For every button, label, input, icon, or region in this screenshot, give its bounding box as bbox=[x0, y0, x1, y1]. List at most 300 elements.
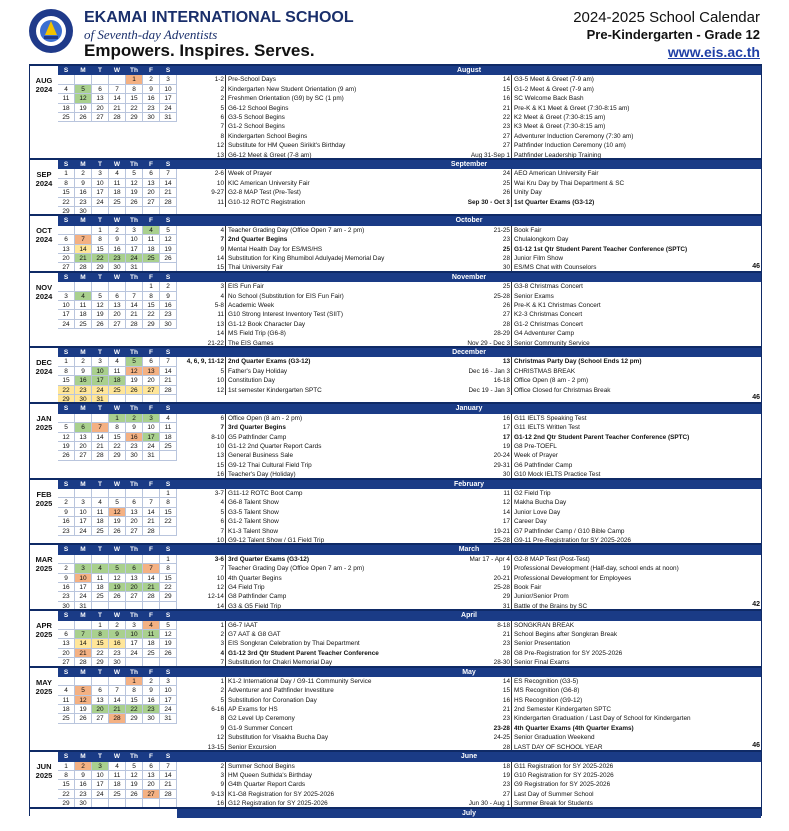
weekday-header bbox=[58, 404, 177, 413]
empty-day-cell bbox=[58, 75, 75, 84]
day-cell: 1 bbox=[92, 226, 109, 235]
day-cell: 17 bbox=[160, 94, 177, 103]
event-date-right: 25 bbox=[448, 282, 512, 291]
event-date-right: Dec 19 - Jan 3 bbox=[448, 386, 512, 395]
day-cell: 26 bbox=[160, 649, 177, 658]
event-date-right: 24 bbox=[448, 169, 512, 178]
event-date-right: 29 bbox=[448, 592, 512, 601]
event-row bbox=[177, 141, 761, 150]
day-cell: 17 bbox=[126, 245, 143, 254]
day-cell: 30 bbox=[160, 320, 177, 329]
event-row bbox=[177, 357, 761, 366]
day-cell: 21 bbox=[75, 649, 92, 658]
event-text-right: G8 Pre-Registration for SY 2025-2026 bbox=[514, 649, 623, 657]
event-date-right: 29-31 bbox=[448, 461, 512, 470]
event-text-left: 3rd Quarter Begins bbox=[228, 424, 286, 432]
event-date-left: 21-22 bbox=[177, 339, 226, 348]
event-date-right: Sep 30 - Oct 3 bbox=[448, 198, 512, 207]
weekday-label: S bbox=[160, 160, 177, 169]
weekday-label: W bbox=[109, 348, 126, 357]
day-cell: 6 bbox=[58, 630, 75, 639]
week-row bbox=[58, 282, 177, 291]
events-panel bbox=[177, 273, 761, 348]
day-cell: 3 bbox=[160, 75, 177, 84]
mini-calendar bbox=[58, 216, 177, 272]
day-cell: 27 bbox=[143, 386, 160, 395]
day-cell: 30 bbox=[143, 113, 160, 122]
event-date-left: 15 bbox=[177, 263, 226, 272]
day-cell: 19 bbox=[75, 705, 92, 714]
week-row bbox=[58, 517, 177, 526]
weekday-label: T bbox=[92, 160, 109, 169]
day-cell: 15 bbox=[160, 508, 177, 517]
day-cell: 27 bbox=[143, 790, 160, 799]
event-text-left: No School (Substitution for EIS Fun Fair) bbox=[228, 292, 344, 300]
month-abbr: JAN bbox=[36, 414, 52, 424]
event-date-right: 30 bbox=[448, 263, 512, 272]
event-date-left: 6-16 bbox=[177, 705, 226, 714]
day-cell: 14 bbox=[126, 301, 143, 310]
empty-day-cell bbox=[58, 282, 75, 291]
event-text-right: Pathfinder Induction Ceremony (10 am) bbox=[514, 142, 626, 150]
weekday-label: M bbox=[75, 348, 92, 357]
event-text-right: G1-2 Christmas Concert bbox=[514, 320, 583, 328]
day-cell: 7 bbox=[160, 169, 177, 178]
day-cell: 4 bbox=[75, 292, 92, 301]
empty-day-cell bbox=[58, 677, 75, 686]
weekday-label: M bbox=[75, 404, 92, 413]
weekday-label: Th bbox=[126, 216, 143, 225]
month-year: 2024 bbox=[35, 179, 53, 188]
event-row bbox=[177, 517, 761, 526]
event-date-right: 19-21 bbox=[448, 527, 512, 536]
event-date-left: 6 bbox=[177, 517, 226, 526]
day-cell: 12 bbox=[109, 508, 126, 517]
weekday-label: W bbox=[109, 216, 126, 225]
weekday-header bbox=[58, 66, 177, 75]
event-date-left: 4 bbox=[177, 226, 226, 235]
month-block-april bbox=[29, 609, 762, 665]
event-row bbox=[177, 489, 761, 498]
event-text-right: Summer Break for Students bbox=[514, 800, 593, 808]
day-cell: 19 bbox=[109, 517, 126, 526]
event-date-left: 1 bbox=[177, 621, 226, 630]
event-text-right: G4 Adventurer Camp bbox=[514, 330, 575, 338]
event-text-right: G11 IELTS Speaking Test bbox=[514, 414, 587, 422]
day-cell: 26 bbox=[92, 320, 109, 329]
month-block-october bbox=[29, 214, 762, 270]
month-name: June bbox=[460, 753, 478, 761]
day-cell: 26 bbox=[75, 714, 92, 723]
event-row bbox=[177, 75, 761, 84]
month-label bbox=[30, 273, 58, 301]
day-cell: 15 bbox=[109, 433, 126, 442]
event-row bbox=[177, 104, 761, 113]
event-date-left: 2 bbox=[177, 85, 226, 94]
day-cell: 25 bbox=[58, 714, 75, 723]
month-abbr: AUG bbox=[35, 76, 53, 85]
calendar bbox=[29, 64, 762, 816]
day-cell: 15 bbox=[126, 94, 143, 103]
day-cell: 31 bbox=[92, 395, 109, 404]
event-text-left: Substitution for Coronation Day bbox=[228, 696, 317, 704]
day-cell: 7 bbox=[75, 235, 92, 244]
day-cell: 26 bbox=[160, 254, 177, 263]
week-row bbox=[58, 564, 177, 573]
empty-day-cell bbox=[92, 414, 109, 423]
weekday-label: M bbox=[75, 160, 92, 169]
day-cell: 27 bbox=[75, 451, 92, 460]
events-panel bbox=[177, 216, 761, 272]
month-label bbox=[30, 611, 58, 639]
day-cell: 16 bbox=[109, 639, 126, 648]
day-cell: 5 bbox=[92, 292, 109, 301]
day-cell: 2 bbox=[58, 498, 75, 507]
event-date-right: 17 bbox=[448, 517, 512, 526]
month-abbr: SEP bbox=[36, 170, 52, 179]
month-block-march bbox=[29, 543, 762, 609]
website-link[interactable]: www.eis.ac.th bbox=[667, 44, 760, 60]
event-text-right: ES/MS Chat with Counselors bbox=[514, 264, 597, 272]
event-text-left: G1-12 Book Character Day bbox=[228, 320, 306, 328]
event-text-left: K1-2 International Day / G9-11 Community Service bbox=[228, 677, 372, 685]
day-cell: 9 bbox=[109, 235, 126, 244]
day-cell: 31 bbox=[160, 113, 177, 122]
day-cell: 19 bbox=[126, 780, 143, 789]
day-cell: 27 bbox=[92, 714, 109, 723]
event-date-right: Aug 31-Sep 1 bbox=[448, 151, 512, 160]
empty-day-cell bbox=[92, 489, 109, 498]
event-date-left: 7 bbox=[177, 527, 226, 536]
event-date-left: 5 bbox=[177, 367, 226, 376]
day-cell: 16 bbox=[58, 583, 75, 592]
day-cell: 23 bbox=[58, 592, 75, 601]
month-abbr: DEC bbox=[36, 357, 52, 367]
event-row bbox=[177, 433, 761, 442]
event-text-right: Makha Bucha Day bbox=[514, 499, 567, 507]
day-cell: 13 bbox=[143, 367, 160, 376]
weekday-label: W bbox=[109, 404, 126, 413]
event-date-right: 13 bbox=[448, 357, 512, 366]
day-cell: 17 bbox=[75, 583, 92, 592]
weekday-label: T bbox=[92, 216, 109, 225]
day-cell: 27 bbox=[58, 658, 75, 667]
event-date-left: 4, 6, 9, 11-12 bbox=[177, 357, 226, 366]
day-cell: 22 bbox=[109, 442, 126, 451]
event-text-left: G12 Registration for SY 2025-2026 bbox=[228, 800, 328, 808]
day-cell: 23 bbox=[143, 104, 160, 113]
event-text-right: School Begins after Songkran Break bbox=[514, 630, 618, 638]
event-date-right: 27 bbox=[448, 141, 512, 150]
weekday-label: M bbox=[75, 611, 92, 620]
event-text-left: G1-2 School Begins bbox=[228, 123, 285, 131]
event-text-right: G11 IELTS Written Test bbox=[514, 424, 580, 432]
event-date-right: 8-18 bbox=[448, 621, 512, 630]
school-day-count: 42 bbox=[752, 601, 760, 609]
month-block-june bbox=[29, 750, 762, 806]
event-date-right: 21-25 bbox=[448, 226, 512, 235]
day-cell: 28 bbox=[143, 527, 160, 536]
day-cell: 25 bbox=[92, 592, 109, 601]
day-cell: 30 bbox=[143, 714, 160, 723]
event-date-left: 10 bbox=[177, 442, 226, 451]
day-cell: 27 bbox=[109, 320, 126, 329]
day-cell: 8 bbox=[92, 235, 109, 244]
event-text-left: 2nd Quarter Begins bbox=[228, 236, 288, 244]
weekday-label: T bbox=[92, 273, 109, 282]
day-cell: 17 bbox=[143, 433, 160, 442]
day-cell: 17 bbox=[58, 310, 75, 319]
event-date-right: 14 bbox=[448, 677, 512, 686]
weekday-label: W bbox=[109, 160, 126, 169]
event-text-left: Constitution Day bbox=[228, 377, 275, 385]
event-text-left: G6-12 School Begins bbox=[228, 104, 289, 112]
event-row bbox=[177, 630, 761, 639]
day-cell: 6 bbox=[92, 85, 109, 94]
day-cell: 22 bbox=[92, 254, 109, 263]
day-cell: 16 bbox=[109, 245, 126, 254]
event-text-right: G10 Registration for SY 2025-2026 bbox=[514, 771, 614, 779]
day-cell: 28 bbox=[109, 714, 126, 723]
event-row bbox=[177, 621, 761, 630]
month-label bbox=[30, 404, 58, 432]
day-cell: 19 bbox=[109, 583, 126, 592]
day-cell: 2 bbox=[126, 414, 143, 423]
day-cell: 8 bbox=[160, 498, 177, 507]
event-text-left: G5 Pathfinder Camp bbox=[228, 433, 287, 441]
day-cell: 20 bbox=[109, 310, 126, 319]
day-cell: 2 bbox=[58, 564, 75, 573]
event-date-right: 28 bbox=[448, 254, 512, 263]
day-cell: 13 bbox=[143, 179, 160, 188]
day-cell: 8 bbox=[92, 630, 109, 639]
day-cell: 14 bbox=[143, 574, 160, 583]
month-name: May bbox=[462, 668, 476, 676]
day-cell: 16 bbox=[160, 301, 177, 310]
empty-day-cell bbox=[143, 555, 160, 564]
day-cell: 23 bbox=[109, 254, 126, 263]
event-date-right: 14 bbox=[448, 75, 512, 84]
weekday-label: M bbox=[75, 216, 92, 225]
day-cell: 1 bbox=[160, 555, 177, 564]
event-text-right: SONGKRAN BREAK bbox=[514, 621, 575, 629]
day-cell: 11 bbox=[143, 630, 160, 639]
day-cell: 12 bbox=[126, 771, 143, 780]
event-date-right: 28 bbox=[448, 649, 512, 658]
weekday-label: S bbox=[160, 273, 177, 282]
event-date-right: 22 bbox=[448, 113, 512, 122]
month-block-july bbox=[29, 807, 762, 816]
day-cell: 1 bbox=[58, 762, 75, 771]
event-text-right: Junior Love Day bbox=[514, 508, 561, 516]
week-row bbox=[58, 301, 177, 310]
event-text-left: KIC American University Fair bbox=[228, 179, 310, 187]
month-abbr: OCT bbox=[36, 226, 52, 236]
day-cell: 12 bbox=[126, 179, 143, 188]
day-cell: 1 bbox=[92, 621, 109, 630]
weekday-label: T bbox=[92, 611, 109, 620]
event-date-right: 16 bbox=[448, 414, 512, 423]
week-row bbox=[58, 771, 177, 780]
day-cell: 5 bbox=[126, 762, 143, 771]
event-text-right: G1-12 2nd Qtr Student Parent Teacher Conference (SPTC) bbox=[514, 433, 690, 441]
month-name-bar bbox=[177, 66, 761, 75]
day-cell: 1 bbox=[160, 489, 177, 498]
event-text-left: The EIS Games bbox=[228, 339, 274, 347]
mini-calendar bbox=[58, 66, 177, 122]
day-cell: 29 bbox=[58, 395, 75, 404]
day-cell: 15 bbox=[126, 696, 143, 705]
event-row bbox=[177, 649, 761, 658]
weekday-label: Th bbox=[126, 611, 143, 620]
month-name-bar bbox=[177, 611, 761, 620]
day-cell: 25 bbox=[109, 386, 126, 395]
empty-day-cell bbox=[75, 555, 92, 564]
month-block-may bbox=[29, 666, 762, 751]
day-cell: 7 bbox=[143, 498, 160, 507]
event-date-left: 4 bbox=[177, 498, 226, 507]
day-cell: 16 bbox=[143, 94, 160, 103]
event-row bbox=[177, 451, 761, 460]
day-cell: 25 bbox=[109, 790, 126, 799]
school-day-count: 46 bbox=[752, 394, 760, 402]
day-cell: 8 bbox=[126, 85, 143, 94]
week-row bbox=[58, 527, 177, 536]
event-date-left: 13 bbox=[177, 320, 226, 329]
event-row bbox=[177, 122, 761, 131]
event-date-right: Jun 30 - Aug 1 bbox=[448, 799, 512, 808]
event-text-right: Last Day of Summer School bbox=[514, 790, 594, 798]
day-cell: 11 bbox=[92, 508, 109, 517]
weekday-label: Th bbox=[126, 668, 143, 677]
day-cell: 16 bbox=[75, 376, 92, 385]
event-date-left: 8 bbox=[177, 132, 226, 141]
event-date-left: 4 bbox=[177, 292, 226, 301]
day-cell: 9 bbox=[58, 574, 75, 583]
event-text-left: 4th Quarter Begins bbox=[228, 574, 282, 582]
day-cell: 16 bbox=[75, 188, 92, 197]
event-row bbox=[177, 583, 761, 592]
day-cell: 15 bbox=[92, 245, 109, 254]
day-cell: 17 bbox=[75, 517, 92, 526]
event-date-left: 10 bbox=[177, 179, 226, 188]
week-row bbox=[58, 198, 177, 207]
day-cell: 28 bbox=[75, 263, 92, 272]
day-cell: 10 bbox=[160, 85, 177, 94]
school-name: EKAMAI INTERNATIONAL SCHOOL bbox=[84, 9, 354, 26]
week-row bbox=[58, 498, 177, 507]
day-cell: 3 bbox=[126, 621, 143, 630]
event-text-right: K2 Meet & Greet (7:30-8:15 am) bbox=[514, 113, 606, 121]
empty-day-cell bbox=[126, 489, 143, 498]
event-date-right: 25 bbox=[448, 179, 512, 188]
month-name: February bbox=[454, 480, 484, 488]
day-cell: 2 bbox=[109, 226, 126, 235]
event-row bbox=[177, 780, 761, 789]
event-text-left: Substitution for King Bhumibol Adulyadej Memorial Day bbox=[228, 254, 385, 262]
empty-day-cell bbox=[75, 677, 92, 686]
weekday-label: W bbox=[109, 611, 126, 620]
day-cell: 6 bbox=[58, 235, 75, 244]
event-text-right: HS Recognition (G9-12) bbox=[514, 696, 583, 704]
day-cell: 4 bbox=[109, 762, 126, 771]
event-text-right: Wai Kru Day by Thai Department & SC bbox=[514, 179, 625, 187]
weekday-label: Th bbox=[126, 348, 143, 357]
event-date-right: 19 bbox=[448, 771, 512, 780]
event-row bbox=[177, 762, 761, 771]
day-cell: 3 bbox=[126, 226, 143, 235]
empty-day-cell bbox=[75, 226, 92, 235]
event-row bbox=[177, 771, 761, 780]
event-date-right: 15 bbox=[448, 686, 512, 695]
day-cell: 1 bbox=[126, 75, 143, 84]
day-cell: 10 bbox=[92, 367, 109, 376]
weekday-label: S bbox=[160, 668, 177, 677]
month-abbr: MAY bbox=[36, 677, 52, 687]
day-cell: 3 bbox=[92, 357, 109, 366]
weekday-label: F bbox=[143, 480, 160, 489]
mini-calendar bbox=[58, 752, 177, 808]
weekday-label: S bbox=[160, 611, 177, 620]
empty-day-cell bbox=[75, 489, 92, 498]
calendar-title: 2024-2025 School Calendar bbox=[573, 9, 760, 26]
event-date-left: 2 bbox=[177, 686, 226, 695]
day-cell: 11 bbox=[58, 94, 75, 103]
day-cell: 21 bbox=[109, 104, 126, 113]
day-cell: 14 bbox=[160, 367, 177, 376]
events-panel bbox=[177, 752, 761, 808]
event-date-left: 1-2 bbox=[177, 75, 226, 84]
event-date-right: 11 bbox=[448, 489, 512, 498]
event-date-right: Nov 29 - Dec 3 bbox=[448, 339, 512, 348]
day-cell: 23 bbox=[58, 527, 75, 536]
event-text-left: G2 Level Up Ceremony bbox=[228, 715, 295, 723]
month-name-bar bbox=[177, 752, 761, 761]
event-date-left: 15 bbox=[177, 461, 226, 470]
day-cell: 7 bbox=[160, 762, 177, 771]
day-cell: 20 bbox=[143, 780, 160, 789]
day-cell: 11 bbox=[58, 696, 75, 705]
day-cell: 17 bbox=[92, 188, 109, 197]
day-cell: 10 bbox=[126, 235, 143, 244]
day-cell: 4 bbox=[92, 498, 109, 507]
event-row bbox=[177, 677, 761, 686]
weekday-label: F bbox=[143, 66, 160, 75]
event-text-left: 1st semester Kindergarten SPTC bbox=[228, 386, 322, 394]
event-text-right: K3 Meet & Greet (7:30-8:15 am) bbox=[514, 123, 606, 131]
school-logo-icon bbox=[28, 8, 74, 54]
event-text-left: Father's Day Holiday bbox=[228, 367, 288, 375]
day-cell: 12 bbox=[58, 433, 75, 442]
empty-day-cell bbox=[109, 555, 126, 564]
weekday-header bbox=[58, 480, 177, 489]
event-row bbox=[177, 320, 761, 329]
event-row bbox=[177, 245, 761, 254]
event-date-right: 17 bbox=[448, 433, 512, 442]
event-date-right: 23 bbox=[448, 780, 512, 789]
month-name: January bbox=[455, 405, 483, 413]
event-text-left: HM Queen Suthida's Birthday bbox=[228, 771, 312, 779]
day-cell: 9 bbox=[75, 771, 92, 780]
day-cell: 2 bbox=[109, 621, 126, 630]
event-text-right: Senior Final Exams bbox=[514, 659, 570, 667]
events-panel bbox=[177, 160, 761, 207]
empty-day-cell bbox=[109, 677, 126, 686]
week-row bbox=[58, 621, 177, 630]
event-row bbox=[177, 282, 761, 291]
day-cell: 20 bbox=[92, 705, 109, 714]
event-text-left: Substitution for Visakha Bucha Day bbox=[228, 734, 329, 742]
